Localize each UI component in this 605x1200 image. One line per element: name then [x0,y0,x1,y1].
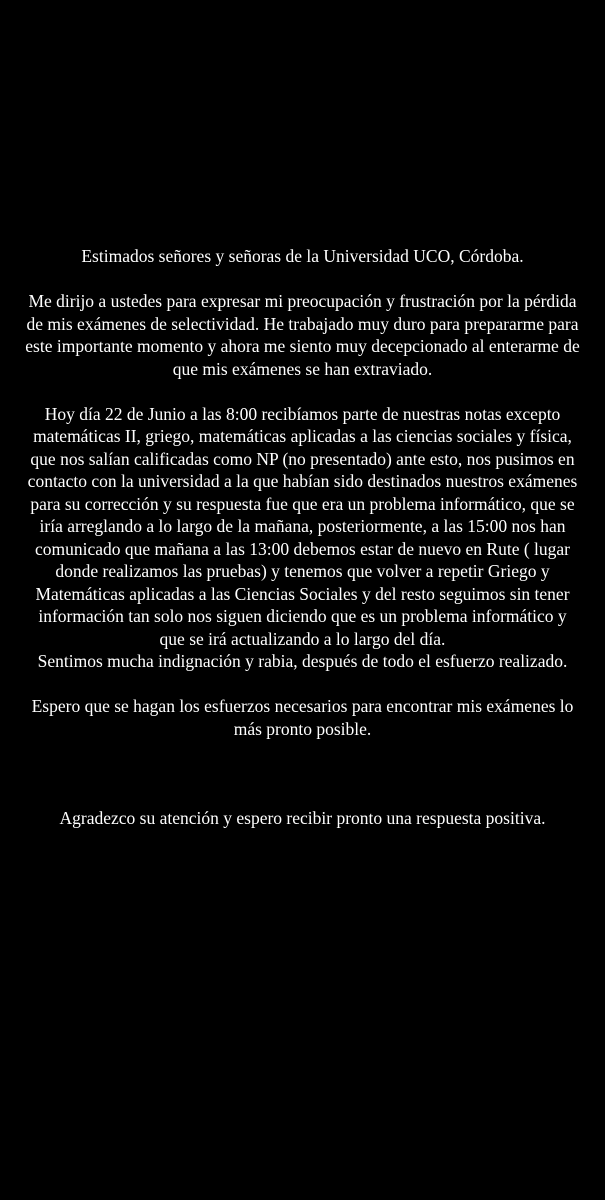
paragraph-spacer [24,380,581,403]
paragraph-spacer [24,740,581,807]
letter-greeting: Estimados señores y señoras de la Universidad UCO, Córdoba. [81,246,524,266]
letter-paragraph-4: Espero que se hagan los esfuerzos necesarios para encontrar mis exámenes lo más pronto posible. [31,696,574,739]
letter-body [0,245,605,830]
letter-paragraph-1: Me dirijo a ustedes para expresar mi preocupación y frustración por la pérdida de mis exámenes de selectividad. He trabajado muy duro para prepararme para este importante momento y ahora me siento muy decepcionado al enterarme de que mis exámenes se han extraviado. [25,291,580,379]
letter-paragraph-2: Hoy día 22 de Junio a las 8:00 recibíamos parte de nuestras notas excepto matemáticas II, griego, matemáticas aplicadas a las ciencias sociales y física, que nos salían calificadas como NP (no presentado) ante esto, nos pusimos en contacto con la universidad a la que habían sido destinados nuestros exámenes para su corrección y su respuesta fue que era un problema informático, que se iría arreglando a lo largo de la mañana, posteriormente, a las 15:00 nos han comunicado que mañana a las 13:00 debemos estar de nuevo en Rute ( lugar donde realizamos las pruebas) y tenemos que volver a repetir Griego y Matemáticas aplicadas a las Ciencias Sociales y del resto seguimos sin tener información tan solo nos siguen diciendo que es un problema informático y que se irá actualizando a lo largo del día. [27,403,578,649]
paragraph-spacer [24,673,581,696]
paragraph-spacer [24,268,581,291]
letter-closing: Agradezco su atención y espero recibir pronto una respuesta positiva. [59,808,546,828]
letter-paragraph-3: Sentimos mucha indignación y rabia, después de todo el esfuerzo realizado. [37,651,568,671]
